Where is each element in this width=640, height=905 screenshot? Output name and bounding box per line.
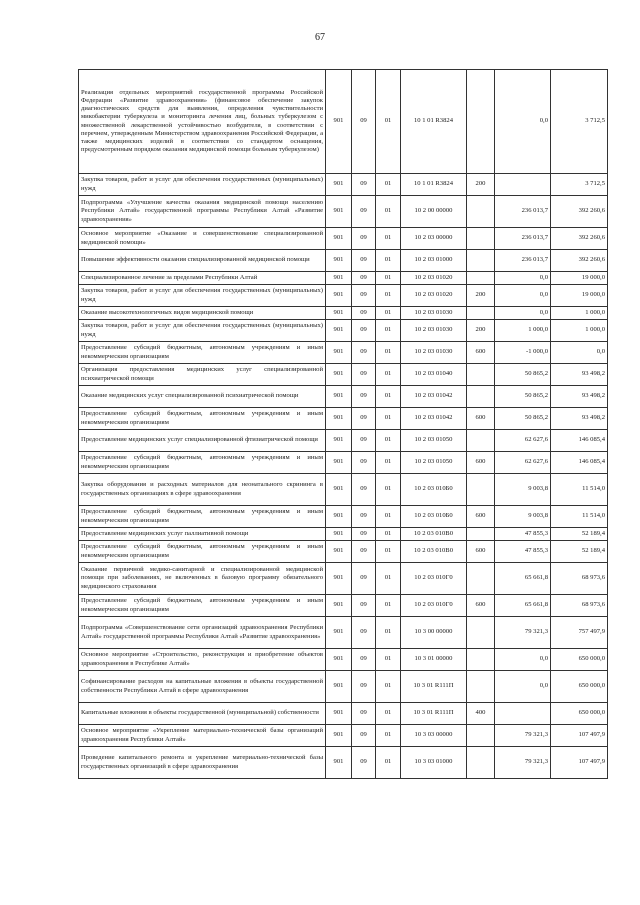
row-subsection: 01 — [376, 474, 401, 506]
row-target-code: 10 2 03 01020 — [401, 272, 467, 285]
table-row — [79, 671, 608, 703]
row-target-code: 10 2 03 010Б0 — [401, 474, 467, 506]
row-section: 09 — [352, 342, 376, 364]
row-amount-total: 52 189,4 — [551, 528, 608, 541]
row-target-code: 10 2 03 00000 — [401, 228, 467, 250]
row-subsection: 01 — [376, 617, 401, 649]
row-subsection: 01 — [376, 671, 401, 703]
row-grbs: 901 — [326, 70, 352, 174]
table-row — [79, 272, 608, 285]
row-grbs: 901 — [326, 285, 352, 307]
table-row — [79, 747, 608, 779]
row-amount-total: 11 514,0 — [551, 474, 608, 506]
table-row — [79, 541, 608, 563]
table-row — [79, 408, 608, 430]
table-row — [79, 506, 608, 528]
row-grbs: 901 — [326, 250, 352, 272]
table-row — [79, 430, 608, 452]
row-grbs: 901 — [326, 747, 352, 779]
table-row — [79, 285, 608, 307]
row-subsection: 01 — [376, 228, 401, 250]
row-grbs: 901 — [326, 307, 352, 320]
row-expense-type: 600 — [467, 408, 495, 430]
row-name: Предоставление субсидий бюджетным, автономным учреждениям и иным некоммерческим организациям — [79, 408, 326, 430]
table-row — [79, 649, 608, 671]
table-row — [79, 386, 608, 408]
table-row — [79, 595, 608, 617]
row-name: Специализированное лечение за пределами Республики Алтай — [79, 272, 326, 285]
row-section: 09 — [352, 649, 376, 671]
row-name: Оказание медицинских услуг специализированной психиатрической помощи — [79, 386, 326, 408]
row-name: Проведение капитального ремонта и укрепление материально-технической базы государственных организаций в сфере здравоохранения — [79, 747, 326, 779]
row-expense-type: 600 — [467, 595, 495, 617]
row-expense-type: 600 — [467, 342, 495, 364]
row-amount-change: 0,0 — [495, 70, 551, 174]
table-row — [79, 196, 608, 228]
row-subsection: 01 — [376, 272, 401, 285]
row-expense-type — [467, 364, 495, 386]
row-name: Основное мероприятие «Укрепление материально-технической базы организаций здравоохранения Республики Алтай» — [79, 725, 326, 747]
row-section: 09 — [352, 272, 376, 285]
row-section: 09 — [352, 541, 376, 563]
row-name: Оказание высокотехнологичных видов медицинской помощи — [79, 307, 326, 320]
row-subsection: 01 — [376, 703, 401, 725]
row-name: Закупка товаров, работ и услуг для обеспечения государственных (муниципальных) нужд — [79, 320, 326, 342]
row-target-code: 10 2 03 01020 — [401, 285, 467, 307]
row-section: 09 — [352, 747, 376, 779]
table-row — [79, 174, 608, 196]
row-grbs: 901 — [326, 386, 352, 408]
row-subsection: 01 — [376, 563, 401, 595]
row-name: Предоставление субсидий бюджетным, автономным учреждениям и иным некоммерческим организациям — [79, 506, 326, 528]
row-section: 09 — [352, 196, 376, 228]
table-row — [79, 725, 608, 747]
row-target-code: 10 2 03 010В0 — [401, 541, 467, 563]
row-name: Основное мероприятие «Строительство, реконструкция и приобретение объектов здравоохранения в Республике Алтай» — [79, 649, 326, 671]
row-section: 09 — [352, 307, 376, 320]
row-section: 09 — [352, 506, 376, 528]
table-row — [79, 364, 608, 386]
row-target-code: 10 1 01 R3824 — [401, 174, 467, 196]
row-subsection: 01 — [376, 307, 401, 320]
row-target-code: 10 3 01 R111П — [401, 671, 467, 703]
row-grbs: 901 — [326, 725, 352, 747]
row-target-code: 10 2 03 01030 — [401, 320, 467, 342]
row-grbs: 901 — [326, 408, 352, 430]
row-amount-total: 757 497,9 — [551, 617, 608, 649]
row-name: Повышение эффективности оказания специализированной медицинской помощи — [79, 250, 326, 272]
row-target-code: 10 3 01 00000 — [401, 649, 467, 671]
row-subsection: 01 — [376, 649, 401, 671]
row-amount-total: 650 000,0 — [551, 649, 608, 671]
row-target-code: 10 2 03 01042 — [401, 386, 467, 408]
row-amount-total: 68 973,6 — [551, 563, 608, 595]
row-name: Организация предоставления медицинских услуг специализированной психиатрической помощи — [79, 364, 326, 386]
row-amount-change — [495, 174, 551, 196]
row-grbs: 901 — [326, 272, 352, 285]
row-amount-total: 107 497,9 — [551, 725, 608, 747]
row-grbs: 901 — [326, 563, 352, 595]
row-section: 09 — [352, 430, 376, 452]
row-amount-change: 9 003,8 — [495, 506, 551, 528]
row-subsection: 01 — [376, 408, 401, 430]
row-amount-total: 0,0 — [551, 342, 608, 364]
row-amount-change: 47 855,3 — [495, 528, 551, 541]
row-section: 09 — [352, 250, 376, 272]
row-subsection: 01 — [376, 250, 401, 272]
row-name: Предоставление субсидий бюджетным, автономным учреждениям и иным некоммерческим организациям — [79, 541, 326, 563]
row-amount-change: 47 855,3 — [495, 541, 551, 563]
row-subsection: 01 — [376, 452, 401, 474]
row-name: Закупка товаров, работ и услуг для обеспечения государственных (муниципальных) нужд — [79, 174, 326, 196]
row-subsection: 01 — [376, 364, 401, 386]
row-amount-total: 93 498,2 — [551, 408, 608, 430]
row-section: 09 — [352, 228, 376, 250]
row-section: 09 — [352, 386, 376, 408]
row-expense-type — [467, 671, 495, 703]
row-name: Софинансирование расходов на капитальные вложения в объекты государственной собственности Республики Алтай в сфере здравоохранения — [79, 671, 326, 703]
row-target-code: 10 3 03 01000 — [401, 747, 467, 779]
row-section: 09 — [352, 563, 376, 595]
row-subsection: 01 — [376, 725, 401, 747]
row-amount-change: 0,0 — [495, 272, 551, 285]
row-target-code: 10 2 03 010Б0 — [401, 506, 467, 528]
row-grbs: 901 — [326, 196, 352, 228]
row-amount-change: 79 321,3 — [495, 617, 551, 649]
row-amount-total: 650 000,0 — [551, 671, 608, 703]
row-amount-total: 146 085,4 — [551, 452, 608, 474]
table-row — [79, 528, 608, 541]
row-name: Реализация отдельных мероприятий государственной программы Российской Федерации «Развитие здравоохранения» (финансовое обеспечение закупок диагностических средств для выявления, определения чувствительности микобактерии туберкулеза и мониторинга лечения лиц, больных туберкулезом с множественной лекарственной устойчивостью возбудителя, в соответствии с перечнем, утвержденным Министерством здравоохранения Российской Федерации, а также медицинских изделий в соответствии со стандартом оснащения, предусмотренным порядком оказания медицинской помощи больным туберкулезом) — [79, 70, 326, 174]
row-name: Предоставление медицинских услуг паллиативной помощи — [79, 528, 326, 541]
row-amount-change: 9 003,8 — [495, 474, 551, 506]
row-subsection: 01 — [376, 174, 401, 196]
row-grbs: 901 — [326, 174, 352, 196]
row-section: 09 — [352, 174, 376, 196]
row-grbs: 901 — [326, 364, 352, 386]
table-row — [79, 452, 608, 474]
row-subsection: 01 — [376, 342, 401, 364]
row-subsection: 01 — [376, 747, 401, 779]
table-row — [79, 70, 608, 174]
row-target-code: 10 2 03 01042 — [401, 408, 467, 430]
row-expense-type — [467, 386, 495, 408]
row-expense-type — [467, 250, 495, 272]
row-amount-change: 65 661,8 — [495, 563, 551, 595]
table-row — [79, 617, 608, 649]
row-subsection: 01 — [376, 70, 401, 174]
row-expense-type: 200 — [467, 285, 495, 307]
row-amount-change: 0,0 — [495, 285, 551, 307]
row-expense-type: 600 — [467, 452, 495, 474]
row-grbs: 901 — [326, 649, 352, 671]
row-target-code: 10 1 01 R3824 — [401, 70, 467, 174]
row-subsection: 01 — [376, 386, 401, 408]
row-amount-change: 50 865,2 — [495, 408, 551, 430]
row-target-code: 10 2 03 01050 — [401, 452, 467, 474]
row-section: 09 — [352, 725, 376, 747]
row-expense-type: 600 — [467, 506, 495, 528]
row-name: Закупка товаров, работ и услуг для обеспечения государственных (муниципальных) нужд — [79, 285, 326, 307]
row-amount-total: 93 498,2 — [551, 364, 608, 386]
row-amount-total: 650 000,0 — [551, 703, 608, 725]
row-expense-type — [467, 430, 495, 452]
row-name: Подпрограмма «Улучшение качества оказания медицинской помощи населению Республики Алтай» государственной программы Республики Алтай «Развитие здравоохранения» — [79, 196, 326, 228]
table-row — [79, 320, 608, 342]
row-expense-type — [467, 528, 495, 541]
row-expense-type — [467, 228, 495, 250]
table-row — [79, 307, 608, 320]
row-grbs: 901 — [326, 541, 352, 563]
row-section: 09 — [352, 320, 376, 342]
row-target-code: 10 3 03 00000 — [401, 725, 467, 747]
row-amount-total: 52 189,4 — [551, 541, 608, 563]
row-name: Подпрограмма «Совершенствование сети организаций здравоохранения Республики Алтай» государственной программы Республики Алтай «Развитие здравоохранения» — [79, 617, 326, 649]
row-amount-total: 68 973,6 — [551, 595, 608, 617]
row-amount-change: 79 321,3 — [495, 747, 551, 779]
row-section: 09 — [352, 671, 376, 703]
row-grbs: 901 — [326, 228, 352, 250]
row-amount-total: 107 497,9 — [551, 747, 608, 779]
row-section: 09 — [352, 285, 376, 307]
row-target-code: 10 2 03 01030 — [401, 342, 467, 364]
row-name: Закупка оборудования и расходных материалов для неонатального скрининга в государственных организациях в сфере здравоохранения — [79, 474, 326, 506]
row-amount-total: 392 260,6 — [551, 250, 608, 272]
row-amount-change: 50 865,2 — [495, 364, 551, 386]
row-amount-total: 11 514,0 — [551, 506, 608, 528]
row-grbs: 901 — [326, 595, 352, 617]
row-grbs: 901 — [326, 430, 352, 452]
table-row — [79, 563, 608, 595]
row-expense-type — [467, 474, 495, 506]
row-section: 09 — [352, 703, 376, 725]
row-grbs: 901 — [326, 671, 352, 703]
row-section: 09 — [352, 408, 376, 430]
row-amount-change: 62 627,6 — [495, 430, 551, 452]
row-section: 09 — [352, 595, 376, 617]
row-grbs: 901 — [326, 320, 352, 342]
row-amount-total: 3 712,5 — [551, 70, 608, 174]
row-grbs: 901 — [326, 506, 352, 528]
table-row — [79, 250, 608, 272]
row-name: Основное мероприятие «Оказание и совершенствование специализированной медицинской помощи» — [79, 228, 326, 250]
row-name: Предоставление субсидий бюджетным, автономным учреждениям и иным некоммерческим организациям — [79, 342, 326, 364]
table-row — [79, 703, 608, 725]
row-amount-change: 65 661,8 — [495, 595, 551, 617]
row-amount-total: 93 498,2 — [551, 386, 608, 408]
row-name: Капитальные вложения в объекты государственной (муниципальной) собственности — [79, 703, 326, 725]
row-target-code: 10 2 03 01040 — [401, 364, 467, 386]
row-amount-change: 0,0 — [495, 671, 551, 703]
row-expense-type: 200 — [467, 174, 495, 196]
row-amount-total: 3 712,5 — [551, 174, 608, 196]
row-expense-type — [467, 70, 495, 174]
row-target-code: 10 2 03 01000 — [401, 250, 467, 272]
row-expense-type — [467, 196, 495, 228]
row-subsection: 01 — [376, 528, 401, 541]
row-amount-change: 50 865,2 — [495, 386, 551, 408]
row-target-code: 10 2 03 01050 — [401, 430, 467, 452]
row-amount-change: 62 627,6 — [495, 452, 551, 474]
row-section: 09 — [352, 364, 376, 386]
row-target-code: 10 2 03 010В0 — [401, 528, 467, 541]
row-target-code: 10 2 03 010Г0 — [401, 595, 467, 617]
row-target-code: 10 2 03 010Г0 — [401, 563, 467, 595]
row-amount-change — [495, 703, 551, 725]
row-amount-change: -1 000,0 — [495, 342, 551, 364]
row-amount-total: 392 260,6 — [551, 228, 608, 250]
row-amount-total: 1 000,0 — [551, 320, 608, 342]
row-expense-type — [467, 649, 495, 671]
row-grbs: 901 — [326, 528, 352, 541]
row-expense-type — [467, 747, 495, 779]
row-amount-change: 236 013,7 — [495, 250, 551, 272]
page-number: 67 — [315, 32, 325, 43]
row-subsection: 01 — [376, 506, 401, 528]
row-name: Предоставление субсидий бюджетным, автономным учреждениям и иным некоммерческим организациям — [79, 595, 326, 617]
row-section: 09 — [352, 528, 376, 541]
row-amount-total: 1 000,0 — [551, 307, 608, 320]
row-expense-type — [467, 563, 495, 595]
table-row — [79, 228, 608, 250]
row-expense-type — [467, 272, 495, 285]
row-grbs: 901 — [326, 703, 352, 725]
row-expense-type — [467, 725, 495, 747]
row-target-code: 10 3 00 00000 — [401, 617, 467, 649]
row-amount-change: 236 013,7 — [495, 228, 551, 250]
row-section: 09 — [352, 70, 376, 174]
row-subsection: 01 — [376, 541, 401, 563]
row-expense-type: 600 — [467, 541, 495, 563]
row-grbs: 901 — [326, 342, 352, 364]
row-amount-change: 79 321,3 — [495, 725, 551, 747]
row-section: 09 — [352, 452, 376, 474]
row-name: Оказание первичной медико-санитарной и специализированной медицинской помощи при заболеваниях, не включенных в базовую программу обязательного медицинского страхования — [79, 563, 326, 595]
row-amount-total: 19 000,0 — [551, 272, 608, 285]
row-expense-type: 200 — [467, 320, 495, 342]
row-subsection: 01 — [376, 430, 401, 452]
row-amount-total: 146 085,4 — [551, 430, 608, 452]
table-row — [79, 474, 608, 506]
row-grbs: 901 — [326, 474, 352, 506]
row-subsection: 01 — [376, 320, 401, 342]
row-expense-type: 400 — [467, 703, 495, 725]
row-amount-total: 19 000,0 — [551, 285, 608, 307]
row-target-code: 10 3 01 R111П — [401, 703, 467, 725]
table-row — [79, 342, 608, 364]
row-amount-change: 0,0 — [495, 307, 551, 320]
row-name: Предоставление медицинских услуг специализированной фтизиатрической помощи — [79, 430, 326, 452]
budget-table — [78, 69, 608, 779]
row-subsection: 01 — [376, 196, 401, 228]
row-section: 09 — [352, 617, 376, 649]
row-name: Предоставление субсидий бюджетным, автономным учреждениям и иным некоммерческим организациям — [79, 452, 326, 474]
row-amount-change: 0,0 — [495, 649, 551, 671]
row-amount-change: 236 013,7 — [495, 196, 551, 228]
row-amount-change: 1 000,0 — [495, 320, 551, 342]
row-amount-total: 392 260,6 — [551, 196, 608, 228]
row-subsection: 01 — [376, 285, 401, 307]
row-target-code: 10 2 00 00000 — [401, 196, 467, 228]
row-section: 09 — [352, 474, 376, 506]
row-subsection: 01 — [376, 595, 401, 617]
row-expense-type — [467, 617, 495, 649]
row-expense-type — [467, 307, 495, 320]
row-grbs: 901 — [326, 617, 352, 649]
row-target-code: 10 2 03 01030 — [401, 307, 467, 320]
row-grbs: 901 — [326, 452, 352, 474]
